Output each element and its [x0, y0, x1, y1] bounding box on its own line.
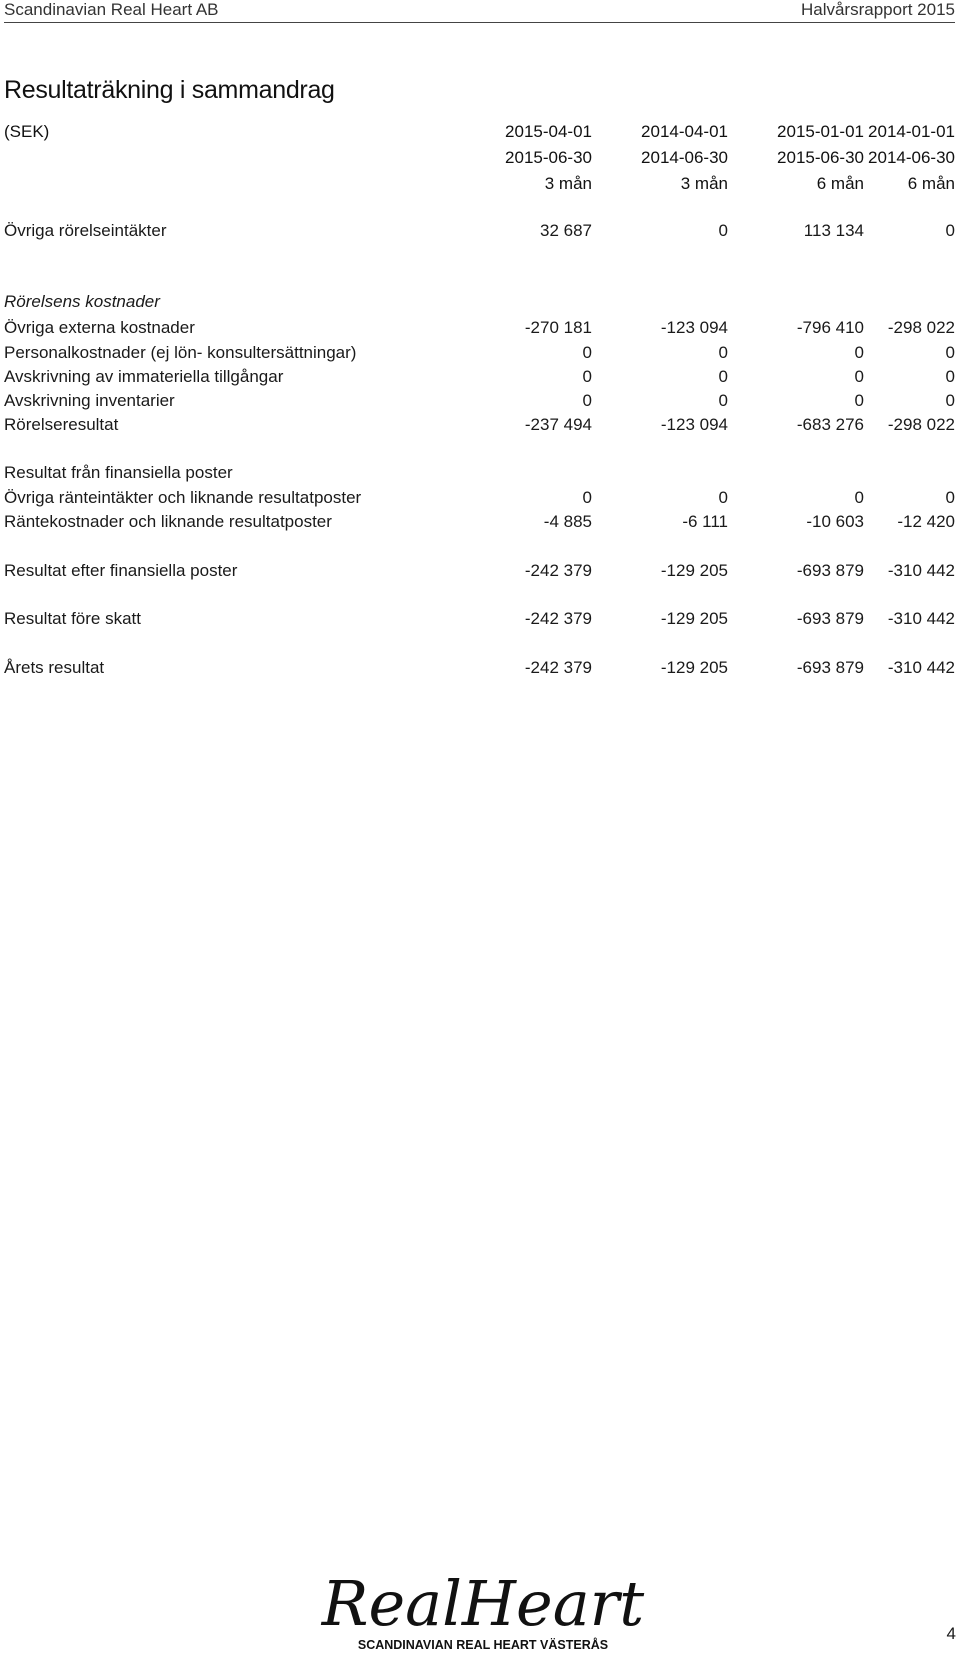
row-value: 0 [854, 391, 864, 410]
row-value: -129 205 [660, 658, 728, 677]
row-value: 0 [945, 221, 955, 240]
table-row [4, 512, 955, 538]
row-value: -129 205 [660, 561, 728, 580]
table-row [4, 561, 955, 587]
table-row [4, 367, 955, 393]
row-value: -242 379 [524, 561, 592, 580]
logo-tagline: SCANDINAVIAN REAL HEART VÄSTERÅS [357, 1638, 609, 1652]
logo-wordmark: RealHeart [321, 1567, 645, 1640]
row-value: -693 879 [796, 561, 864, 580]
table-row [4, 318, 955, 344]
page-header [4, 0, 955, 23]
row-value: 113 134 [803, 221, 864, 240]
row-value: -6 111 [682, 512, 728, 531]
row-value: 0 [854, 367, 864, 386]
row-value: -310 442 [887, 658, 955, 677]
row-value: 0 [582, 367, 592, 386]
table-row [4, 609, 955, 635]
section-heading-row [4, 292, 955, 318]
row-label: Årets resultat [4, 658, 105, 677]
column-start-date: 2014-04-01 [641, 122, 728, 141]
row-value: 0 [718, 391, 728, 410]
column-start-date: 2014-01-01 [868, 122, 955, 141]
row-label: Övriga ränteintäkter och liknande resultatposter [4, 488, 362, 507]
table-row [4, 658, 955, 684]
row-value: -10 603 [806, 512, 864, 531]
row-value: -237 494 [524, 415, 592, 434]
column-header-end [4, 148, 955, 174]
row-value: -4 885 [543, 512, 592, 531]
row-value: 0 [718, 488, 728, 507]
column-start-date: 2015-04-01 [505, 122, 592, 141]
row-value: -693 879 [796, 658, 864, 677]
row-value: 0 [854, 343, 864, 362]
column-header-start [4, 122, 955, 148]
table-row [4, 415, 955, 441]
row-value: 0 [945, 488, 955, 507]
row-value: 0 [582, 488, 592, 507]
column-start-date: 2015-01-01 [777, 122, 864, 141]
row-label: Övriga externa kostnader [4, 318, 195, 337]
column-period: 6 mån [816, 174, 864, 193]
column-end-date: 2015-06-30 [777, 148, 864, 167]
row-value: -123 094 [660, 318, 728, 337]
row-value: -242 379 [524, 658, 592, 677]
column-end-date: 2014-06-30 [868, 148, 955, 167]
realheart-logo [318, 1565, 648, 1657]
column-header-period [4, 174, 955, 200]
row-label: Avskrivning av immateriella tillgångar [4, 367, 284, 386]
row-value: 0 [718, 367, 728, 386]
row-value: 0 [582, 391, 592, 410]
row-value: 0 [945, 367, 955, 386]
section-heading-row [4, 463, 955, 489]
row-value: -298 022 [887, 318, 955, 337]
row-value: 0 [718, 343, 728, 362]
row-value: 32 687 [540, 221, 592, 240]
report-name: Halvårsrapport 2015 [800, 0, 955, 19]
row-label: Övriga rörelseintäkter [4, 221, 167, 240]
page-number: 4 [946, 1624, 956, 1643]
column-end-date: 2015-06-30 [505, 148, 592, 167]
row-label: Räntekostnader och liknande resultatposter [4, 512, 332, 531]
row-value: -12 420 [897, 512, 955, 531]
row-value: 0 [945, 343, 955, 362]
row-value: -298 022 [887, 415, 955, 434]
row-label: Rörelseresultat [4, 415, 119, 434]
row-value: -310 442 [887, 561, 955, 580]
row-value: 0 [718, 221, 728, 240]
table-row [4, 343, 955, 369]
unit-label: (SEK) [4, 122, 50, 141]
row-value: -693 879 [796, 609, 864, 628]
row-value: -242 379 [524, 609, 592, 628]
row-value: -796 410 [796, 318, 864, 337]
company-name: Scandinavian Real Heart AB [4, 0, 219, 19]
column-period: 6 mån [907, 174, 955, 193]
row-value: -123 094 [660, 415, 728, 434]
row-value: -129 205 [660, 609, 728, 628]
row-label: Resultat efter finansiella poster [4, 561, 238, 580]
row-value: -683 276 [796, 415, 864, 434]
page-title: Resultaträkning i sammandrag [4, 76, 335, 104]
row-value: 0 [854, 488, 864, 507]
section-heading: Rörelsens kostnader [4, 292, 160, 311]
row-label: Resultat före skatt [4, 609, 142, 628]
row-value: 0 [582, 343, 592, 362]
row-label: Avskrivning inventarier [4, 391, 175, 410]
column-period: 3 mån [680, 174, 728, 193]
row-value: -270 181 [524, 318, 592, 337]
row-value: 0 [945, 391, 955, 410]
table-row [4, 488, 955, 514]
section-heading: Resultat från finansiella poster [4, 463, 233, 482]
row-label: Personalkostnader (ej lön- konsultersättningar) [4, 343, 357, 362]
table-row [4, 221, 955, 247]
column-end-date: 2014-06-30 [641, 148, 728, 167]
row-value: -310 442 [887, 609, 955, 628]
column-period: 3 mån [544, 174, 592, 193]
table-row [4, 391, 955, 417]
